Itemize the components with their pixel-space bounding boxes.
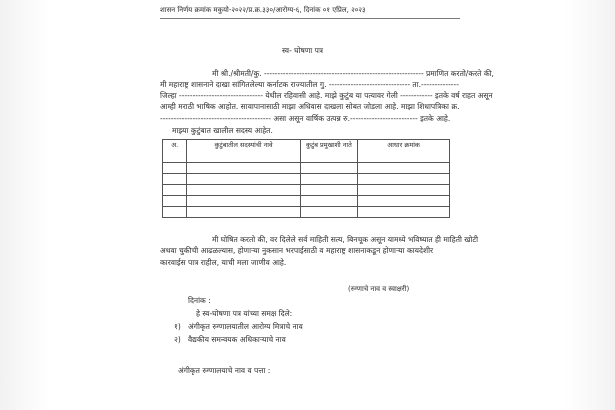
table-cell: [187, 207, 300, 218]
table-cell: [187, 185, 300, 196]
body-line-5: ----------------------------------------- असा असून वार्षिक उत्पन्न रु.------------------------- इतके आहे.: [160, 114, 451, 123]
table-cell: [300, 207, 358, 218]
body-line-4: आम्ही मराठी भाषिक आहोत. सावापानासाठी माझा अधिवास दाखला सोबत जोडला आहे. माझा शिधापत्रिका क्र.: [160, 102, 460, 111]
col-header-relation: कुटुंब प्रमुखाशी नाते: [300, 140, 358, 163]
body-line-2: मी महाराष्ट्र शासनाने दाखा सांगितलेल्या कर्नाटक राज्यातील गु. ------------------------------ ता.--------------: [160, 80, 459, 89]
table-cell: [163, 207, 187, 218]
body-line-6: माझ्या कुटुंबात खालील सदस्य आहेत.: [172, 126, 273, 135]
table-cell: [163, 163, 187, 174]
table-row: [163, 174, 450, 185]
table-cell: [187, 174, 300, 185]
witness-2-label: वैद्यकीय समन्वयक अधिकाऱ्याचे नाव: [188, 335, 286, 344]
declaration-line-3: कारवाईस पात्र राहील, याची मला जाणीव आहे.: [160, 258, 287, 267]
table-cell: [300, 185, 358, 196]
table-cell: [163, 174, 187, 185]
table-cell: [163, 185, 187, 196]
table-row: [163, 196, 450, 207]
col-header-member-name: कुटुंबातील सदस्यांची नावे: [187, 140, 300, 163]
col-header-aadhaar: आधार क्रमांक: [358, 140, 450, 163]
table-cell: [187, 196, 300, 207]
witness-1-label: अंगीकृत रुग्णालयातील आरोग्य मित्राचे नाव: [188, 322, 303, 331]
document-header: शासन निर्णय क्रमांक मकुयो-२०२२/प्र.क्र.३३०/आरोग्य-६, दिनांक ०१ एप्रिल, २०२३: [160, 6, 366, 14]
witness-1-number: १): [174, 322, 181, 331]
table-cell: [358, 207, 450, 218]
table-row: [163, 163, 450, 174]
document-title: स्व- घोषणा पत्र: [282, 46, 324, 55]
table-cell: [163, 196, 187, 207]
table-cell: [300, 174, 358, 185]
signature-label: (रुग्णाचे नाव व स्वाक्षरी): [348, 285, 410, 293]
declaration-line-1: मी घोषित करतो की, वर दिलेले सर्व माहिती सत्य, बिनचूक असून यामध्ये भविष्यात ही माहिती खोटी: [212, 235, 479, 244]
declaration-line-2: अथवा चुकीची आढळल्यास, होणाऱ्या नुकसान भरपाईसाठी व महाराष्ट्र शासनाकडून होणाऱ्या कायदेशीर: [160, 246, 434, 255]
table-cell: [358, 163, 450, 174]
table-cell: [358, 185, 450, 196]
table-row: [163, 207, 450, 218]
table-cell: [300, 196, 358, 207]
header-rule: [160, 18, 460, 19]
members-table: [162, 139, 450, 218]
table-cell: [358, 174, 450, 185]
table-cell: [358, 196, 450, 207]
table-cell: [300, 163, 358, 174]
date-label: दिनांक :: [188, 296, 211, 305]
table-cell: [187, 163, 300, 174]
hospital-label: अंगीकृत रुग्णालयाचे नाव व पत्ता :: [178, 366, 271, 375]
table-row: [163, 185, 450, 196]
col-header-serial: अ.: [163, 140, 187, 163]
body-line-1: मी श्री./श्रीमती/कु. ----------------------------------------------------------- प्रमाणित करतो/करते की,: [212, 69, 494, 78]
witness-intro: हे स्व-घोषणा पत्र यांच्या समक्ष दिले:: [196, 309, 293, 318]
body-line-3: जिल्हा ------------------------------- येथील रहिवासी आहे. माझे कुटुंब या पत्यावर गेली ------------ इतके वर्ष राहत असून: [160, 91, 493, 100]
witness-2-number: २): [174, 335, 181, 344]
